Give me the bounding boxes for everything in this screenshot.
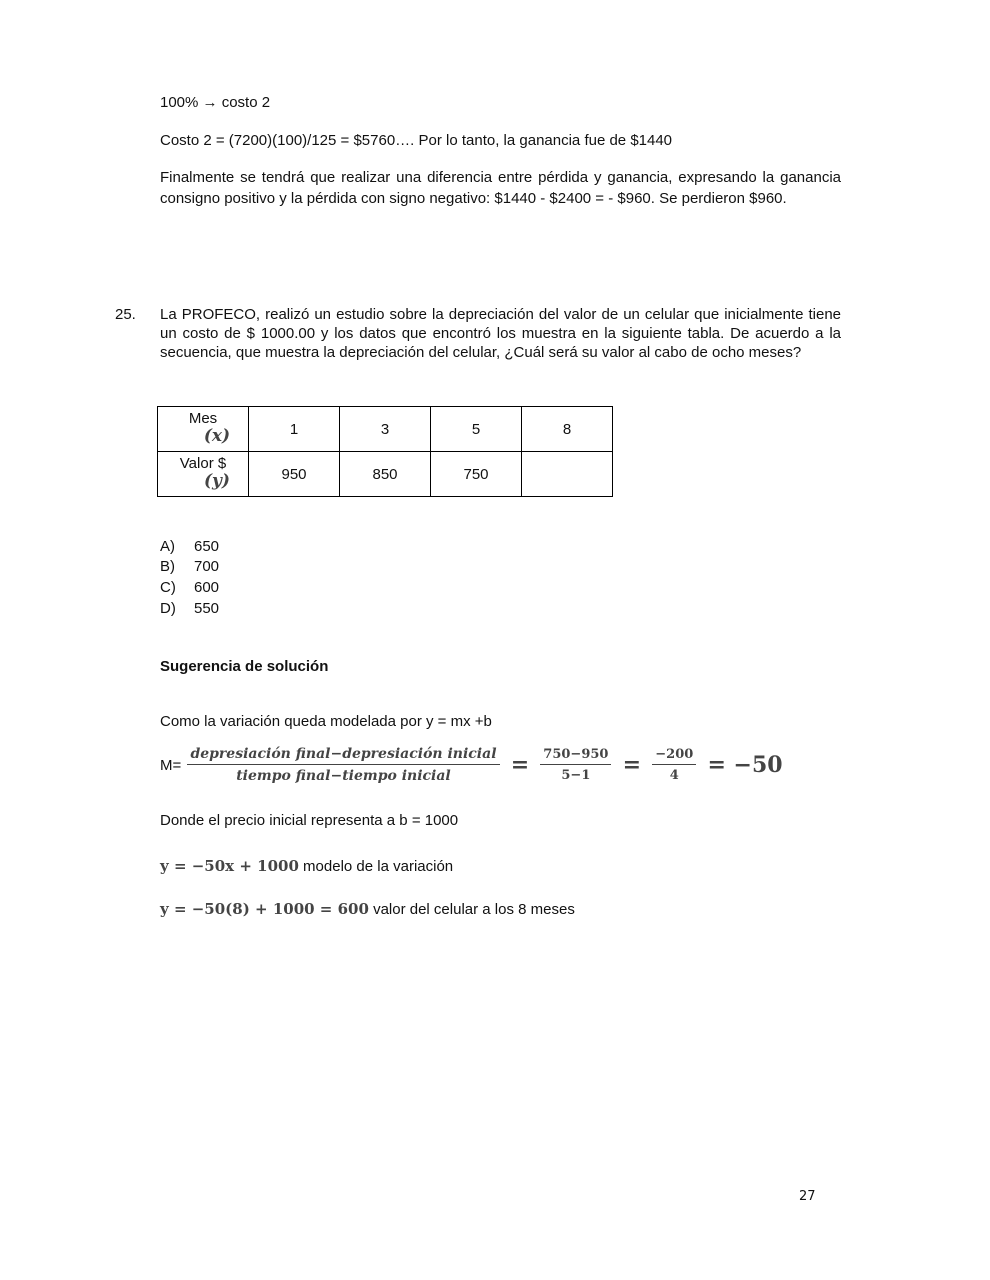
intro-percent: 100%	[160, 94, 199, 111]
solution-heading: Sugerencia de solución	[160, 658, 329, 675]
table-header-mes	[158, 407, 249, 452]
evaluation-description: valor del celular a los 8 meses	[373, 901, 575, 918]
table-cell: 8	[522, 407, 613, 452]
equals-sign: =	[510, 752, 530, 778]
option-value: 600	[194, 579, 220, 596]
equals-sign: =	[622, 752, 642, 778]
y-variable: (y)	[204, 471, 230, 491]
option-value: 650	[194, 538, 220, 555]
table-cell: 5	[431, 407, 522, 452]
mes-label: Mes	[188, 410, 218, 427]
evaluation-line	[160, 897, 841, 922]
table-cell: 850	[340, 452, 431, 497]
table-row	[158, 407, 613, 452]
slope-fraction-values	[540, 747, 611, 783]
intro-line-1	[160, 92, 841, 113]
option-value: 700	[194, 558, 220, 575]
table-row	[158, 452, 613, 497]
table-cell: 950	[249, 452, 340, 497]
intro-line-2: Costo 2 = (7200)(100)/125 = $5760…. Por lo tanto, la ganancia fue de $1440	[160, 132, 673, 149]
fraction-numerator: 750−950	[540, 747, 611, 765]
option-letter: C)	[160, 579, 176, 596]
option-value: 550	[194, 600, 220, 617]
model-description: modelo de la variación	[303, 858, 454, 875]
option-a	[160, 537, 219, 557]
slope-result: = −50	[707, 752, 783, 778]
model-equation: y = −50x + 1000	[160, 857, 299, 875]
x-variable: (x)	[203, 426, 231, 446]
page-number: 27	[799, 1189, 816, 1204]
slope-fraction-words	[187, 746, 499, 784]
m-label: M=	[160, 756, 182, 774]
table-cell: 750	[431, 452, 522, 497]
model-equation-line	[160, 854, 841, 879]
arrow-right-icon: →	[202, 94, 218, 111]
b-statement: Donde el precio inicial representa a b = 1000	[160, 812, 459, 829]
table-cell: 1	[249, 407, 340, 452]
fraction-denominator: 5−1	[561, 768, 591, 783]
option-b	[160, 557, 219, 577]
model-statement: Como la variación queda modelada por y = mx +b	[160, 713, 492, 730]
valor-label: Valor $	[179, 455, 227, 472]
option-d	[160, 599, 219, 619]
question-number: 25.	[115, 306, 136, 323]
question-text: La PROFECO, realizó un estudio sobre la depreciación del valor de un celular que inicialmente tiene un costo de $ 1000.00 y los datos que encontró los muestra en la siguiente tabla. De acuerdo a la secuencia, que muestra la depreciación del celular, ¿Cuál será su valor al cabo de ocho meses?	[160, 306, 841, 361]
evaluation-equation: y = −50(8) + 1000 = 600	[160, 900, 369, 918]
fraction-denominator: 4	[669, 768, 679, 783]
fraction-numerator: −200	[652, 747, 696, 765]
option-c	[160, 578, 219, 598]
option-letter: D)	[160, 600, 176, 617]
option-letter: A)	[160, 538, 175, 555]
table-cell: 3	[340, 407, 431, 452]
option-letter: B)	[160, 558, 175, 575]
fraction-denominator: tiempo final−tiempo inicial	[236, 768, 451, 784]
slope-fraction-result	[652, 747, 696, 783]
intro-costo-label: costo 2	[221, 94, 271, 111]
depreciation-table	[157, 406, 613, 497]
slope-formula	[160, 746, 790, 796]
intro-paragraph: Finalmente se tendrá que realizar una diferencia entre pérdida y ganancia, expresando la ganancia consigno positivo y la pérdida con signo negativo: $1440 - $2400 = - $960. Se perdieron $960.	[160, 169, 841, 207]
table-cell-empty	[522, 452, 613, 497]
table-header-valor	[158, 452, 249, 497]
fraction-numerator: depresiación final−depresiación inicial	[187, 746, 499, 765]
